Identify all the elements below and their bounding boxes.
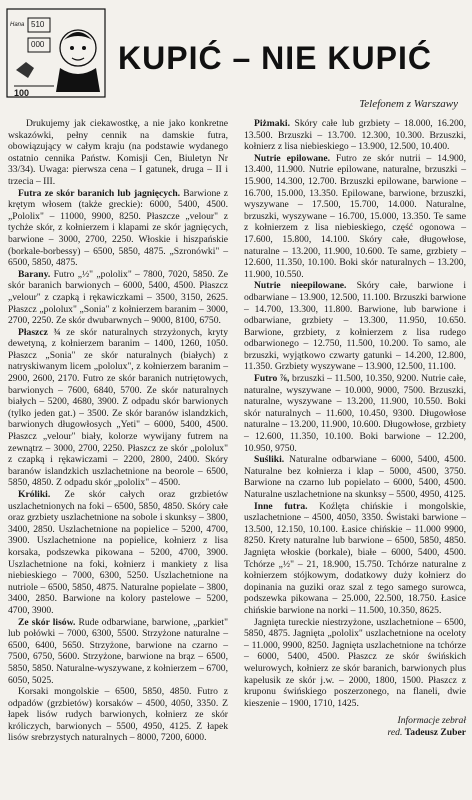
paragraph-lead: Piżmaki. [254,118,290,129]
price-paragraph [8,118,228,188]
signature-prefix: red. [387,726,405,738]
article-header [0,0,472,110]
price-paragraph [8,188,228,269]
paragraph-lead: Nutrie epilowane. [254,152,331,164]
price-paragraph [8,489,228,617]
paragraph-lead: Króliki. [18,489,51,500]
price-paragraph [8,617,228,687]
paragraph-lead: Suśliki. [254,454,285,466]
article-title: KUPIĆ – NIE KUPIĆ [118,40,432,76]
paragraph-text: Futro ze skór nutrii – 14.900, 13.400, 11.900. Nutrie epilowane, naturalne, brzuszki – 15.900, 14.300, 12.700. Brzuszki epilowane, barwione – 16.700, 15.000, 13.350. Epilowane, barwione, brzuszki, wyszywane – 17.500, 15.700, 14.000. Naturalne, brzuszki, wyszywane – 16.700, 15.000, 13.350. Te same z kołnierzem z lisa niebieskiego, część ogonowa – 17.600, 15.800, 14.100. Skóry całe, długowłose, naturalne – 13.200, 11.900, 10.600. Te same, grzbiety – 12.600, 11.350, 10.100. Boki skór naturalnych – 13.200, 11.900, 10.550. [244,152,467,280]
article-byline: Telefonem z Warszawy [359,98,458,110]
column-logo [6,8,106,98]
paragraph-text: Jagnięta tureckie niestrzyżone, uszlachetnione – 6500, 5850, 4875. Jagnięta „pololix" uszlachetnione na oceloty – 11.000, 9900, 8250. Jagnięta uszlachetnione na tchórze – 6000, 5400, 4500. Płaszcz ze skór świńskich welurowych, kołnierz ze skór baranich, barwionych plus kapelusik ze skór j.w. – 2000, 1800, 1500. Płaszcz z kruponu świńskiego poszerzonego, na flaneli, dwie kieszenie – 1900, 1710, 1425. [244,616,466,709]
signature [244,715,466,738]
paragraph-lead: Ze skór lisów. [18,616,76,628]
paragraph-text: Korsaki mongolskie – 6500, 5850, 4850. Futro z odpadów (grzbietów) korsaków – 4500, 4050, 3350. Z łapek lisów rudych barwionych, kołnierz ze skór króliczych, barwionych – 5500, 4950, 4125. Z łapek lisów srebrzystych naturalnych – 8000, 7200, 6000. [8,686,228,744]
paragraph-lead: Futro ⅞, [254,373,290,385]
logo-box-label-1: 510 [31,20,45,29]
logo-box-label-2: 000 [31,40,45,49]
paragraph-lead: Futra ze skór baranich lub jagnięcych. [18,187,181,199]
paragraph-text: Barwione z krętym włosem (także greckie): 6000, 5400, 4500. „Pololix" – 11000, 9900, 8250. Płaszcze „velour" z tychże skór, z kołnierzem i klapami ze skór jagnięcych, barwione – 3000, 2700, 2250. Włoskie i hiszpańskie (borkale-borbessy) – 6500, 5850, 4875. „Szronówki" – 6500, 5850, 4875. [8,187,228,269]
signature-line: Informacje zebrał [397,715,466,727]
price-paragraph [244,153,466,281]
price-paragraph [244,118,466,153]
paragraph-lead: Nutrie nieepilowane. [254,280,347,292]
paragraph-text: Drukujemy jak ciekawostkę, a nie jako konkretne wskazówki, pełny cennik na damskie futra, obowiązujący w całym kraju (na podstawie wydanego ostatnio cennika Państw. Komisji Cen, Biuletyn Nr 33/34). Uwaga: pierwsza cena – I gatunek, druga – II i trzecia – III. [8,118,228,187]
signature-author [244,727,466,739]
logo-bottom-label: 100 [14,88,30,98]
paragraph-text: Ze skór całych oraz grzbietów uszlachetnionych na foki – 6500, 5850, 4850. Skóry całe oraz grzbiety uszlachetnione na sobole i skunksy – 3800, 3400, 2850. Uszlachetnione na popielice – 5200, 4700, 3900. Uszlachetnione na popielice, kołnierz z lisa korsaka, podszewka pikowana – 5200, 4700, 3900. Uszlachetnione na foki, kołnierz i mankiety z lisa niebieskiego – 7000, 6300, 5250. Uszlachetnione na nutriole – 6500, 5850, 4875. Naturalne popielate – 3800, 3400, 2850. Barwione na kolory pastelowe – 5200, 4700, 3900. [8,489,228,616]
price-paragraph [8,269,228,327]
signature-name: Tadeusz Zuber [404,726,466,738]
paragraph-text: Rude odbarwiane, barwione, „parkiet" lub połówki – 7000, 6300, 5500. Strzyżone naturalne – 6500, 6400, 5650. Strzyżone, barwione na czarno – 7500, 6750, 5600. Strzyżone, barwione na brąz – 6500, 5850, 5850. Naturalne-wyszywane, z kołnierzem – 6700, 6050, 5025. [8,616,228,686]
left-column [8,118,228,744]
right-column [244,118,466,738]
paragraph-text: Skóry całe, barwione i odbarwiane – 13.900, 12.500, 11.100. Brzuszki barwione – 14.700, 13.300, 11.800. Barwione, lub barwione i odbarwiane, grzbiety – 13.300, 11.950, 10.650. Barwione, grzbiety, z kołnierzem z lisa rudego odbarwionego – 12.750, 11.500, 10.200. To samo, ale brzuszki, wyjątkowo czwarty gatunki – 14.200, 12.800, 11.350. Grzbiety wyszywane – 13.900, 12.500, 11.100. [244,280,466,373]
price-paragraph [8,686,228,744]
paragraph-text: Futro „½" „pololix" – 7800, 7020, 5850. Ze skór baranich barwionych – 6000, 5400, 4500. Płaszcz „velour" z czapką i rękawiczkami – 3500, 3150, 2625. Płaszcz „pololux" „Sonia" z kołnierzem baranim – 3000, 2700, 2250. Ze skór dwubarwnych – 9000, 8100, 6750. [8,268,228,327]
price-paragraph [244,501,466,617]
paragraph-text: ze skór naturalnych strzyżonych, kryty dewetyną, z kołnierzem baranim – 1400, 1260, 1050. Płaszcz „Sonia" ze skór naturalnych (białych) z natryskiwanym licem „pololux", z kołnierzem baranim – 2900, 2600, 2170. Futro ze skór baranich nutriętowych, barwionych – 7600, 6840, 5700. Ze skór naturalnych białych – 5200, 4680, 3900. Z odpadu skór barwionych (tylko jeden gat.) – 3500. Ze skór baranów islandzkich, barwionych długowłosych „Yeti" – 6000, 5400, 4500. Płaszcz „velour" biały, kolorze wywijany futrem na zewnątrz – 3000, 2700, 2250. Płaszcz ze skór „pololux" z czapką i rękawiczami – 2200, 2800, 2400. Skóry baranów islandzkich uszlachetnione na beorole – 6500, 5850, 4850. Z odpadu skór „pololix" – 4500. [8,326,228,489]
price-paragraph [244,373,466,454]
price-paragraph [244,454,466,500]
price-paragraph [8,327,228,489]
paragraph-lead: Inne futra. [254,500,308,512]
price-paragraph [244,280,466,373]
paragraph-text: brzuszki – 11.500, 10.350, 9200. Nutrie całe, naturalne, wyszywane – 10.000, 9000, 7500. Brzuszki, naturalne, wyszywane – 13.200, 11.900, 10.550. Boki skór naturalnych – 11.600, 10.450, 9300. Długowłose naturalne – 13.200, 11.900, 10.600. Długowłose, grzbiety – 12.600, 11.350, 10.100. Boki barwione – 12.200, 10.950, 9750. [244,373,466,454]
paragraph-text: Naturalne odbarwiane – 6000, 5400, 4500. Naturalne bez kołnierza i klap – 5000, 4500, 3750. Barwione na czarno lub popielato – 6000, 5400, 4500. Naturalne uszlachetnione na skunksy – 5500, 4950, 4125. [244,454,466,500]
paragraph-text: Koźlęta chińskie i mongolskie, uszlachetnione – 4500, 4050, 3350. Świstaki barwione – 13.500, 12.150, 10.100. Łasice chińskie – 11.000 9900, 8250. Krety naturalne lub barwione – 6500, 5850, 4850. Jagnięta włoskie (borkale), białe – 6000, 5400, 4500. Tchórze „½" – 21, 18.900, 15.750. Tchórze naturalne z kołnierzem stójkowym, dodatkowy duży kołnierz do dopinania na guziki oraz szal z tego samego surowca, podszewka pikowana – 25.000, 22.500, 18.750. Łasice chińskie barwione na norki – 11.500, 10.350, 8625. [244,500,466,616]
logo-top-label: Hana [10,22,25,28]
paragraph-text: Skóry całe lub grzbiety – 18.000, 16.200, 13.500. Brzuszki – 13.700. 12.300, 10.300. Brzuszki, kołnierz z lisa niebieskiego – 13.900, 12.500, 10.400. [244,118,466,153]
price-paragraph [244,617,466,710]
paragraph-lead: Płaszcz ¾ [18,326,61,338]
paragraph-lead: Barany. [18,268,51,280]
